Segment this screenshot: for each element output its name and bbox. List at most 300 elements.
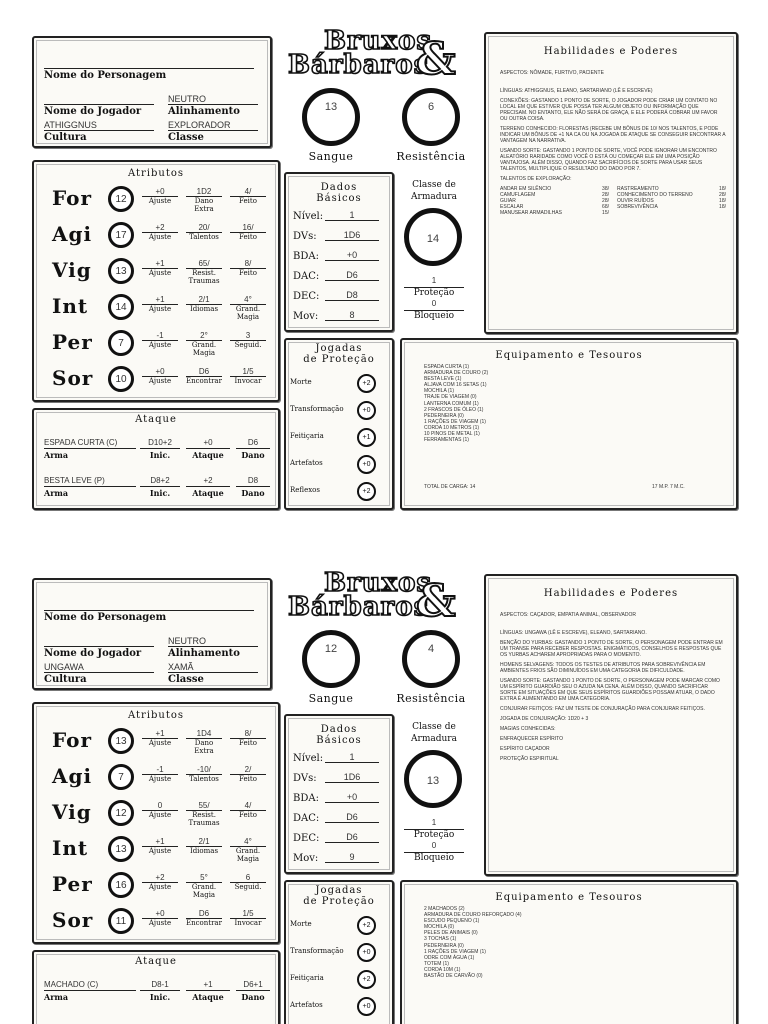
basic-dice-title-2: Básicos — [316, 735, 362, 746]
attribute-cell-value[interactable]: 4/ — [230, 187, 266, 197]
saving-throw-ring[interactable] — [357, 482, 376, 501]
attribute-cell-value[interactable]: 1/5 — [230, 367, 266, 377]
basic-dice-label: Mov: — [293, 853, 319, 864]
attribute-score: 12 — [115, 807, 127, 819]
saving-throw-ring[interactable] — [357, 374, 376, 393]
alignment-value[interactable]: NEUTRO — [168, 86, 258, 105]
basic-dice-label: DVs: — [293, 773, 317, 784]
attribute-score-ring[interactable] — [108, 800, 134, 826]
attack-inic-label: Inic. — [149, 488, 171, 498]
equipment-item: 1 RAÇÕES DE VIAGEM (1) — [424, 948, 486, 955]
attack-dano-label: Dano — [241, 992, 265, 1002]
saving-throw-row-1 — [290, 400, 382, 420]
attribute-cell-value[interactable]: +1 — [142, 729, 178, 739]
attack-title: Ataque — [135, 414, 177, 425]
culture-label: Cultura — [44, 132, 87, 143]
saving-throw-ring[interactable] — [357, 997, 376, 1016]
attribute-cell-0 — [142, 801, 178, 819]
culture-value[interactable]: UNGAWA — [44, 662, 154, 673]
attributes-title: Atributos — [127, 168, 185, 179]
player-name-label: Nome do Jogador — [44, 648, 142, 659]
attack-dano-value[interactable]: D6+1 — [236, 980, 270, 991]
attribute-cell-label: Encontrar — [186, 377, 222, 385]
attribute-cell-0 — [142, 837, 178, 855]
blood-value: 13 — [324, 101, 338, 113]
attribute-cell-value[interactable]: 3 — [230, 331, 266, 341]
saving-throws-panel — [284, 338, 394, 510]
attribute-cell-label: Feito — [239, 739, 257, 747]
attribute-cell-value[interactable]: +1 — [142, 837, 178, 847]
block-value[interactable]: 0 — [431, 299, 437, 308]
attribute-score: 16 — [115, 879, 127, 891]
basic-dice-row-2 — [293, 788, 379, 806]
attribute-name: Per — [52, 872, 93, 896]
attribute-cell-value[interactable]: 20/ — [186, 223, 222, 233]
attack-inic-cell — [140, 438, 180, 460]
attribute-cell-1 — [186, 187, 222, 213]
abilities-panel — [484, 574, 738, 876]
coins: 17 M.P. 7 M.C. — [652, 484, 685, 490]
saving-throw-value: +0 — [362, 461, 371, 468]
attribute-cell-label: Talentos — [189, 233, 219, 241]
basic-dice-value[interactable]: 8 — [325, 310, 379, 321]
attack-title: Ataque — [135, 956, 177, 967]
attribute-cell-value[interactable]: 1D2 — [186, 187, 222, 197]
basic-dice-row-4 — [293, 286, 379, 304]
attribute-score-ring[interactable] — [108, 366, 134, 392]
saving-throw-value: +2 — [362, 380, 371, 387]
logo-line-2: Bárbaros — [288, 50, 430, 80]
attribute-score-ring[interactable] — [108, 258, 134, 284]
attribute-score-ring[interactable] — [108, 222, 134, 248]
basic-dice-label: Nível: — [293, 211, 324, 222]
attribute-cell-value[interactable]: -10/ — [186, 765, 222, 775]
block-label: Bloqueio — [404, 310, 464, 321]
identity-panel — [32, 578, 272, 690]
attribute-cell-value[interactable]: 2/ — [230, 765, 266, 775]
player-name-label: Nome do Jogador — [44, 106, 142, 117]
attribute-score-ring[interactable] — [108, 872, 134, 898]
attribute-cell-value[interactable]: +0 — [142, 909, 178, 919]
basic-dice-title-2: Básicos — [316, 193, 362, 204]
attribute-score-ring[interactable] — [108, 764, 134, 790]
attribute-row-4 — [46, 328, 268, 358]
attribute-cell-value[interactable]: +2 — [142, 223, 178, 233]
ability-line: TERRENO CONHECIDO: FLORESTAS (RECEBE UM BÔNUS DE 10/ NOS TALENTOS, E PODE INDICAR UM BÔNUS DE +1 NA CA OU NA JOGADA DE ATAQUE SE CONSEGUIR ENCONTRAR A VANTAGEM NA NARRATIVA. — [500, 126, 726, 144]
saving-throw-ring[interactable] — [357, 970, 376, 989]
saving-throws-panel — [284, 880, 394, 1024]
attack-dano-value[interactable]: D8 — [236, 476, 270, 487]
ability-line: TALENTOS DE EXPLORAÇÃO: — [500, 176, 572, 182]
attribute-cell-1 — [186, 295, 222, 313]
equipment-item: ODRE COM ÁGUA (1) — [424, 954, 475, 961]
basic-dice-label: BDA: — [293, 793, 319, 804]
saving-throw-label: Artefatos — [290, 1001, 323, 1009]
attribute-cell-1 — [186, 729, 222, 755]
talent-value: 68/ — [602, 204, 609, 210]
attribute-name: Int — [52, 836, 89, 860]
attribute-cell-label: Talentos — [189, 775, 219, 783]
saving-throws-title-2: de Proteção — [303, 354, 375, 365]
attribute-score-ring[interactable] — [108, 836, 134, 862]
talent-name: ESCALAR — [500, 204, 524, 210]
saving-throw-row-1 — [290, 942, 382, 962]
attribute-row-0 — [46, 184, 268, 214]
protection-value[interactable]: 1 — [431, 276, 437, 285]
culture-value[interactable]: ATHIGGNUS — [44, 120, 154, 131]
attribute-cell-0 — [142, 367, 178, 385]
attribute-cell-label: Ajuste — [148, 233, 172, 241]
armor-class-ring[interactable] — [404, 750, 462, 808]
player-name-value[interactable] — [44, 94, 154, 105]
talent-entry — [617, 210, 726, 216]
attribute-cell-value[interactable]: 55/ — [186, 801, 222, 811]
attribute-cell-1 — [186, 367, 222, 385]
attribute-name: Per — [52, 330, 93, 354]
equipment-item: PELES DE ANIMAIS (0) — [424, 930, 478, 937]
attribute-cell-label: Resist. — [192, 811, 216, 819]
attribute-cell-1 — [186, 259, 222, 285]
attribute-cell-value[interactable]: 4° — [230, 837, 266, 847]
attribute-cell-label: Magia — [192, 891, 216, 899]
armor-class-title-1: Classe de — [412, 722, 456, 732]
character-name-value[interactable] — [44, 600, 254, 611]
attribute-cell-value[interactable]: +0 — [142, 187, 178, 197]
talent-value: 18/ — [719, 198, 726, 204]
ability-line: USANDO SORTE: GASTANDO 1 PONTO DE SORTE, O PERSONAGEM PODE MARCAR COMO UM ESPÍRITO GUARDIÃO SEU O AZUDA NA CENA. ALÉM DISSO, QUANDO SACRIFICAR SORTE EM SITUAÇÕES EM QUE SEUS ESPÍRITOS GUARDIÕES POSSAM ATUAR, O DADO EXTRA É AUMENTANDO EM UMA CATEGORIA. — [500, 678, 720, 702]
equipment-item: LANTERNA COMUM (1) — [424, 400, 479, 407]
attribute-name: Agi — [52, 764, 93, 788]
basic-dice-value[interactable]: 1D6 — [325, 230, 379, 241]
protection-value[interactable]: 1 — [431, 818, 437, 827]
attack-inic-value[interactable]: D10+2 — [140, 438, 180, 449]
attribute-score-ring[interactable] — [108, 330, 134, 356]
attribute-cell-1 — [186, 331, 222, 357]
attack-arma-value[interactable]: BESTA LEVE (P) — [44, 476, 136, 487]
basic-dice-row-1 — [293, 226, 379, 244]
basic-dice-label: Mov: — [293, 311, 319, 322]
attack-inic-value[interactable]: D8-1 — [140, 980, 180, 991]
attribute-cell-value[interactable]: 5° — [186, 873, 222, 883]
saving-throw-row-2 — [290, 427, 382, 447]
attribute-cell-value[interactable]: 4/ — [230, 801, 266, 811]
attribute-cell-label: Ajuste — [148, 883, 172, 891]
basic-dice-row-5 — [293, 848, 379, 866]
talent-name: GUIAR — [500, 198, 516, 204]
attack-ataque-cell — [186, 476, 230, 498]
ability-line — [500, 622, 726, 626]
basic-dice-value[interactable]: D6 — [325, 270, 379, 281]
basic-dice-row-0 — [293, 748, 379, 766]
attribute-cell-value[interactable]: 2/1 — [186, 295, 222, 305]
basic-dice-label: Nível: — [293, 753, 324, 764]
saving-throw-label: Feitiçaria — [290, 432, 324, 440]
attribute-cell-2 — [230, 801, 266, 819]
attribute-cell-0 — [142, 873, 178, 891]
player-name-value[interactable] — [44, 636, 154, 647]
saving-throw-ring[interactable] — [357, 401, 376, 420]
attribute-score: 7 — [118, 771, 124, 783]
culture-label: Cultura — [44, 674, 87, 685]
attack-arma-value[interactable]: ESPADA CURTA (C) — [44, 438, 136, 449]
attribute-cell-value[interactable]: D6 — [186, 909, 222, 919]
attribute-cell-0 — [142, 223, 178, 241]
saving-throw-value: +2 — [362, 976, 371, 983]
logo-line-2: Bárbaros — [288, 592, 430, 622]
attack-inic-cell — [140, 476, 180, 498]
attack-dano-value[interactable]: D6 — [236, 438, 270, 449]
attribute-cell-0 — [142, 909, 178, 927]
attribute-cell-label: Ajuste — [148, 197, 172, 205]
saving-throw-value: +2 — [362, 488, 371, 495]
attribute-score: 14 — [115, 301, 127, 313]
equipment-item: 2 FRASCOS DE ÓLEO (1) — [424, 406, 484, 413]
basic-dice-value[interactable]: 1D6 — [325, 772, 379, 783]
attribute-cell-1 — [186, 909, 222, 927]
attack-dano-cell — [236, 980, 270, 1002]
saving-throw-label: Morte — [290, 378, 312, 386]
saving-throw-label: Transformação — [290, 405, 344, 413]
equipment-item: BASTÃO DE CARVÃO (0) — [424, 973, 483, 980]
attribute-cell-label: Grand. — [191, 883, 217, 891]
talent-value: 28/ — [602, 192, 609, 198]
saving-throw-label: Morte — [290, 920, 312, 928]
attribute-cell-label: Feito — [239, 269, 257, 277]
attribute-cell-value[interactable]: 8/ — [230, 259, 266, 269]
attribute-cell-label: Ajuste — [148, 341, 172, 349]
equipment-item: 3 TOCHAS (1) — [424, 936, 457, 943]
character-name-value[interactable] — [44, 58, 254, 69]
class-value[interactable]: XAMÃ — [168, 662, 258, 673]
saving-throw-ring[interactable] — [357, 428, 376, 447]
logo-line-1: Bruxos — [324, 26, 433, 56]
attack-ataque-value[interactable]: +0 — [186, 438, 230, 449]
equipment-item: 1 RAÇÕES DE VIAGEM (1) — [424, 418, 486, 425]
attribute-cell-value[interactable]: 4° — [230, 295, 266, 305]
basic-dice-label: DEC: — [293, 291, 320, 302]
protection-label: Proteção — [404, 287, 464, 298]
attribute-cell-label: Traumas — [188, 277, 220, 285]
talent-name: CAMUFLAGEM — [500, 192, 536, 198]
attribute-cell-value[interactable]: 16/ — [230, 223, 266, 233]
attribute-cell-label: Feito — [239, 197, 257, 205]
basic-dice-value[interactable]: +0 — [325, 792, 379, 803]
attribute-cell-value[interactable]: 2/1 — [186, 837, 222, 847]
blood-ring[interactable] — [302, 630, 360, 688]
attribute-cell-1 — [186, 873, 222, 899]
saving-throw-label: Artefatos — [290, 459, 323, 467]
attack-arma-cell — [44, 476, 136, 498]
talent-name: CONHECIMENTO DO TERRENO — [617, 192, 693, 198]
attribute-cell-value[interactable]: 6 — [230, 873, 266, 883]
attribute-cell-value[interactable]: 0 — [142, 801, 178, 811]
alignment-value[interactable]: NEUTRO — [168, 628, 258, 647]
basic-dice-value[interactable]: 1 — [325, 210, 379, 221]
equipment-item: MOCHILA (0) — [424, 924, 455, 931]
equipment-title: Equipamento e Tesouros — [495, 892, 643, 903]
attack-arma-cell — [44, 438, 136, 460]
attribute-cell-value[interactable]: -1 — [142, 331, 178, 341]
talent-value: 28/ — [602, 198, 609, 204]
attribute-name: For — [52, 728, 92, 752]
basic-dice-value[interactable]: 1 — [325, 752, 379, 763]
attack-inic-value[interactable]: D8+2 — [140, 476, 180, 487]
attribute-cell-value[interactable]: 1D4 — [186, 729, 222, 739]
attack-panel — [32, 408, 280, 510]
attributes-title: Atributos — [127, 710, 185, 721]
attribute-score: 10 — [115, 373, 127, 385]
talent-value: 18/ — [719, 186, 726, 192]
bruxos-barbaros-logo — [288, 568, 472, 626]
basic-dice-value[interactable]: D6 — [325, 832, 379, 843]
resistance-ring[interactable] — [402, 630, 460, 688]
basic-dice-panel — [284, 172, 394, 332]
logo-ampersand: & — [416, 34, 456, 85]
attack-arma-label: Arma — [44, 992, 69, 1002]
attack-ataque-value[interactable]: +1 — [186, 980, 230, 991]
equipment-item: FERRAMENTAS (1) — [424, 437, 469, 444]
attribute-score: 17 — [115, 229, 127, 241]
ability-line — [500, 80, 726, 84]
saving-throw-row-2 — [290, 969, 382, 989]
ability-line: CONJURAR FEITIÇOS: FAZ UM TESTE DE CONJURAÇÃO PARA CONJURAR FEITIÇOS. — [500, 706, 705, 712]
attack-dano-cell — [236, 476, 270, 498]
ability-line: LÍNGUAS: UNGAWA (LÊ E ESCREVE), ELEANO, SARTARIANO. — [500, 630, 647, 636]
talent-value: 15/ — [602, 210, 609, 216]
saving-throw-ring[interactable] — [357, 943, 376, 962]
class-label: Classe — [168, 132, 204, 143]
attribute-cell-value[interactable]: D6 — [186, 367, 222, 377]
attribute-cell-0 — [142, 295, 178, 313]
attribute-cell-label: Extra — [194, 747, 214, 755]
attribute-cell-value[interactable]: -1 — [142, 765, 178, 775]
talent-name: MANUSEAR ARMADILHAS — [500, 210, 562, 216]
attribute-cell-label: Ajuste — [148, 775, 172, 783]
equipment-item: MOCHILA (1) — [424, 388, 455, 395]
attribute-cell-2 — [230, 295, 266, 321]
attribute-cell-value[interactable]: +2 — [142, 873, 178, 883]
equipment-item: TOTEM (1) — [424, 960, 449, 967]
basic-dice-value[interactable]: D6 — [325, 812, 379, 823]
attack-dano-cell — [236, 438, 270, 460]
protection-label: Proteção — [404, 829, 464, 840]
saving-throws-title-1: Jogadas — [315, 885, 363, 896]
basic-dice-row-3 — [293, 808, 379, 826]
blood-value: 12 — [324, 643, 338, 655]
attribute-score-ring[interactable] — [108, 728, 134, 754]
basic-dice-value[interactable]: 9 — [325, 852, 379, 863]
saving-throw-label: Feitiçaria — [290, 974, 324, 982]
saving-throw-value: +0 — [362, 949, 371, 956]
talent-value: 28/ — [719, 192, 726, 198]
blood-ring[interactable] — [302, 88, 360, 146]
class-value[interactable]: EXPLORADOR — [168, 120, 258, 131]
attack-ataque-label: Ataque — [192, 450, 224, 460]
equipment-item: ARMADURA DE COURO (2) — [424, 370, 489, 377]
basic-dice-value[interactable]: D8 — [325, 290, 379, 301]
ability-line: USANDO SORTE: GASTANDO 1 PONTO DE SORTE, VOCÊ PODE IGNORAR UM ENCONTRO ALEATÓRIO RARIDADE COMO VOCÊ O ESTÁ OU COMEÇAR ELE EM UMA POSIÇÃO VANTAJOSA. ALÉM DISSO, QUANDO FAZ SACRIFÍCIOS DE SORTE PARA USAR SEUS TALENTOS, MULTIPLIQUE O RESULTADO DO DADO POR 7. — [500, 148, 717, 172]
equipment-item: ALJAVA COM 16 SETAS (1) — [424, 382, 487, 389]
attribute-cell-0 — [142, 765, 178, 783]
attribute-cell-label: Magia — [192, 349, 216, 357]
attribute-row-1 — [46, 220, 268, 250]
attribute-cell-label: Ajuste — [148, 847, 172, 855]
attack-ataque-label: Ataque — [192, 488, 224, 498]
attribute-name: For — [52, 186, 92, 210]
class-label: Classe — [168, 674, 204, 685]
saving-throw-ring[interactable] — [357, 916, 376, 935]
attribute-cell-0 — [142, 187, 178, 205]
attack-arma-label: Arma — [44, 488, 69, 498]
talent-value: 38/ — [602, 186, 609, 192]
attribute-cell-2 — [230, 837, 266, 863]
attribute-cell-value[interactable]: 65/ — [186, 259, 222, 269]
attribute-cell-value[interactable]: 1/5 — [230, 909, 266, 919]
attribute-cell-value[interactable]: +1 — [142, 295, 178, 305]
attribute-score-ring[interactable] — [108, 294, 134, 320]
attribute-row-0 — [46, 726, 268, 756]
saving-throw-ring[interactable] — [357, 455, 376, 474]
saving-throw-row-3 — [290, 996, 382, 1016]
character-name-label: Nome do Personagem — [44, 612, 167, 623]
attack-ataque-value[interactable]: +2 — [186, 476, 230, 487]
attribute-cell-1 — [186, 801, 222, 827]
basic-dice-value[interactable]: +0 — [325, 250, 379, 261]
attack-arma-value[interactable]: MACHADO (C) — [44, 980, 136, 991]
attribute-cell-value[interactable]: 8/ — [230, 729, 266, 739]
armor-class-ring[interactable] — [404, 208, 462, 266]
attribute-cell-value[interactable]: 2° — [186, 331, 222, 341]
attribute-row-2 — [46, 798, 268, 828]
attribute-score: 11 — [115, 915, 127, 927]
ability-line: PROTEÇÃO ESPIRITUAL — [500, 756, 559, 762]
attribute-name: Sor — [52, 908, 94, 932]
saving-throws-title-1: Jogadas — [315, 343, 363, 354]
attribute-score-ring[interactable] — [108, 908, 134, 934]
armor-class-title-2: Armadura — [411, 734, 457, 744]
attribute-score-ring[interactable] — [108, 186, 134, 212]
resistance-label: Resistência — [396, 692, 466, 705]
attribute-cell-2 — [230, 729, 266, 747]
attribute-score: 12 — [115, 193, 127, 205]
attribute-cell-value[interactable]: +1 — [142, 259, 178, 269]
block-value[interactable]: 0 — [431, 841, 437, 850]
abilities-title: Habilidades e Poderes — [543, 46, 679, 57]
attribute-cell-label: Magia — [236, 313, 260, 321]
attribute-cell-label: Ajuste — [148, 269, 172, 277]
saving-throw-row-0 — [290, 373, 382, 393]
attribute-cell-label: Feito — [239, 233, 257, 241]
armor-class-title-1: Classe de — [412, 180, 456, 190]
equipment-item: CORDA 10 METROS (1) — [424, 424, 480, 431]
equipment-item: ARMADURA DE COURO REFORÇADO (4) — [424, 912, 522, 919]
saving-throws-title-2: de Proteção — [303, 896, 375, 907]
blood-label: Sangue — [308, 150, 354, 163]
equipment-item: BESTA LEVE (1) — [424, 376, 462, 383]
talent-name: OUVIR RUÍDOS — [617, 198, 654, 204]
attribute-cell-value[interactable]: +0 — [142, 367, 178, 377]
bruxos-barbaros-logo — [288, 26, 472, 84]
attribute-cell-2 — [230, 909, 266, 927]
talent-name: RASTREAMENTO — [617, 186, 659, 192]
attribute-cell-2 — [230, 331, 266, 349]
saving-throw-value: +1 — [362, 434, 371, 441]
ability-line: HOMENS SELVAGENS: TODOS OS TESTES DE ATRIBUTOS PARA SOBREVIVÊNCIA EM AMBIENTES FRIOS SÃO DIMINUÍDOS EM UMA CATEGORIA DE DIFICULDADE. — [500, 662, 706, 674]
attribute-score: 13 — [115, 843, 127, 855]
ability-line: ENFRAQUECER ESPÍRITO — [500, 736, 563, 742]
resistance-ring[interactable] — [402, 88, 460, 146]
attribute-cell-label: Ajuste — [148, 739, 172, 747]
